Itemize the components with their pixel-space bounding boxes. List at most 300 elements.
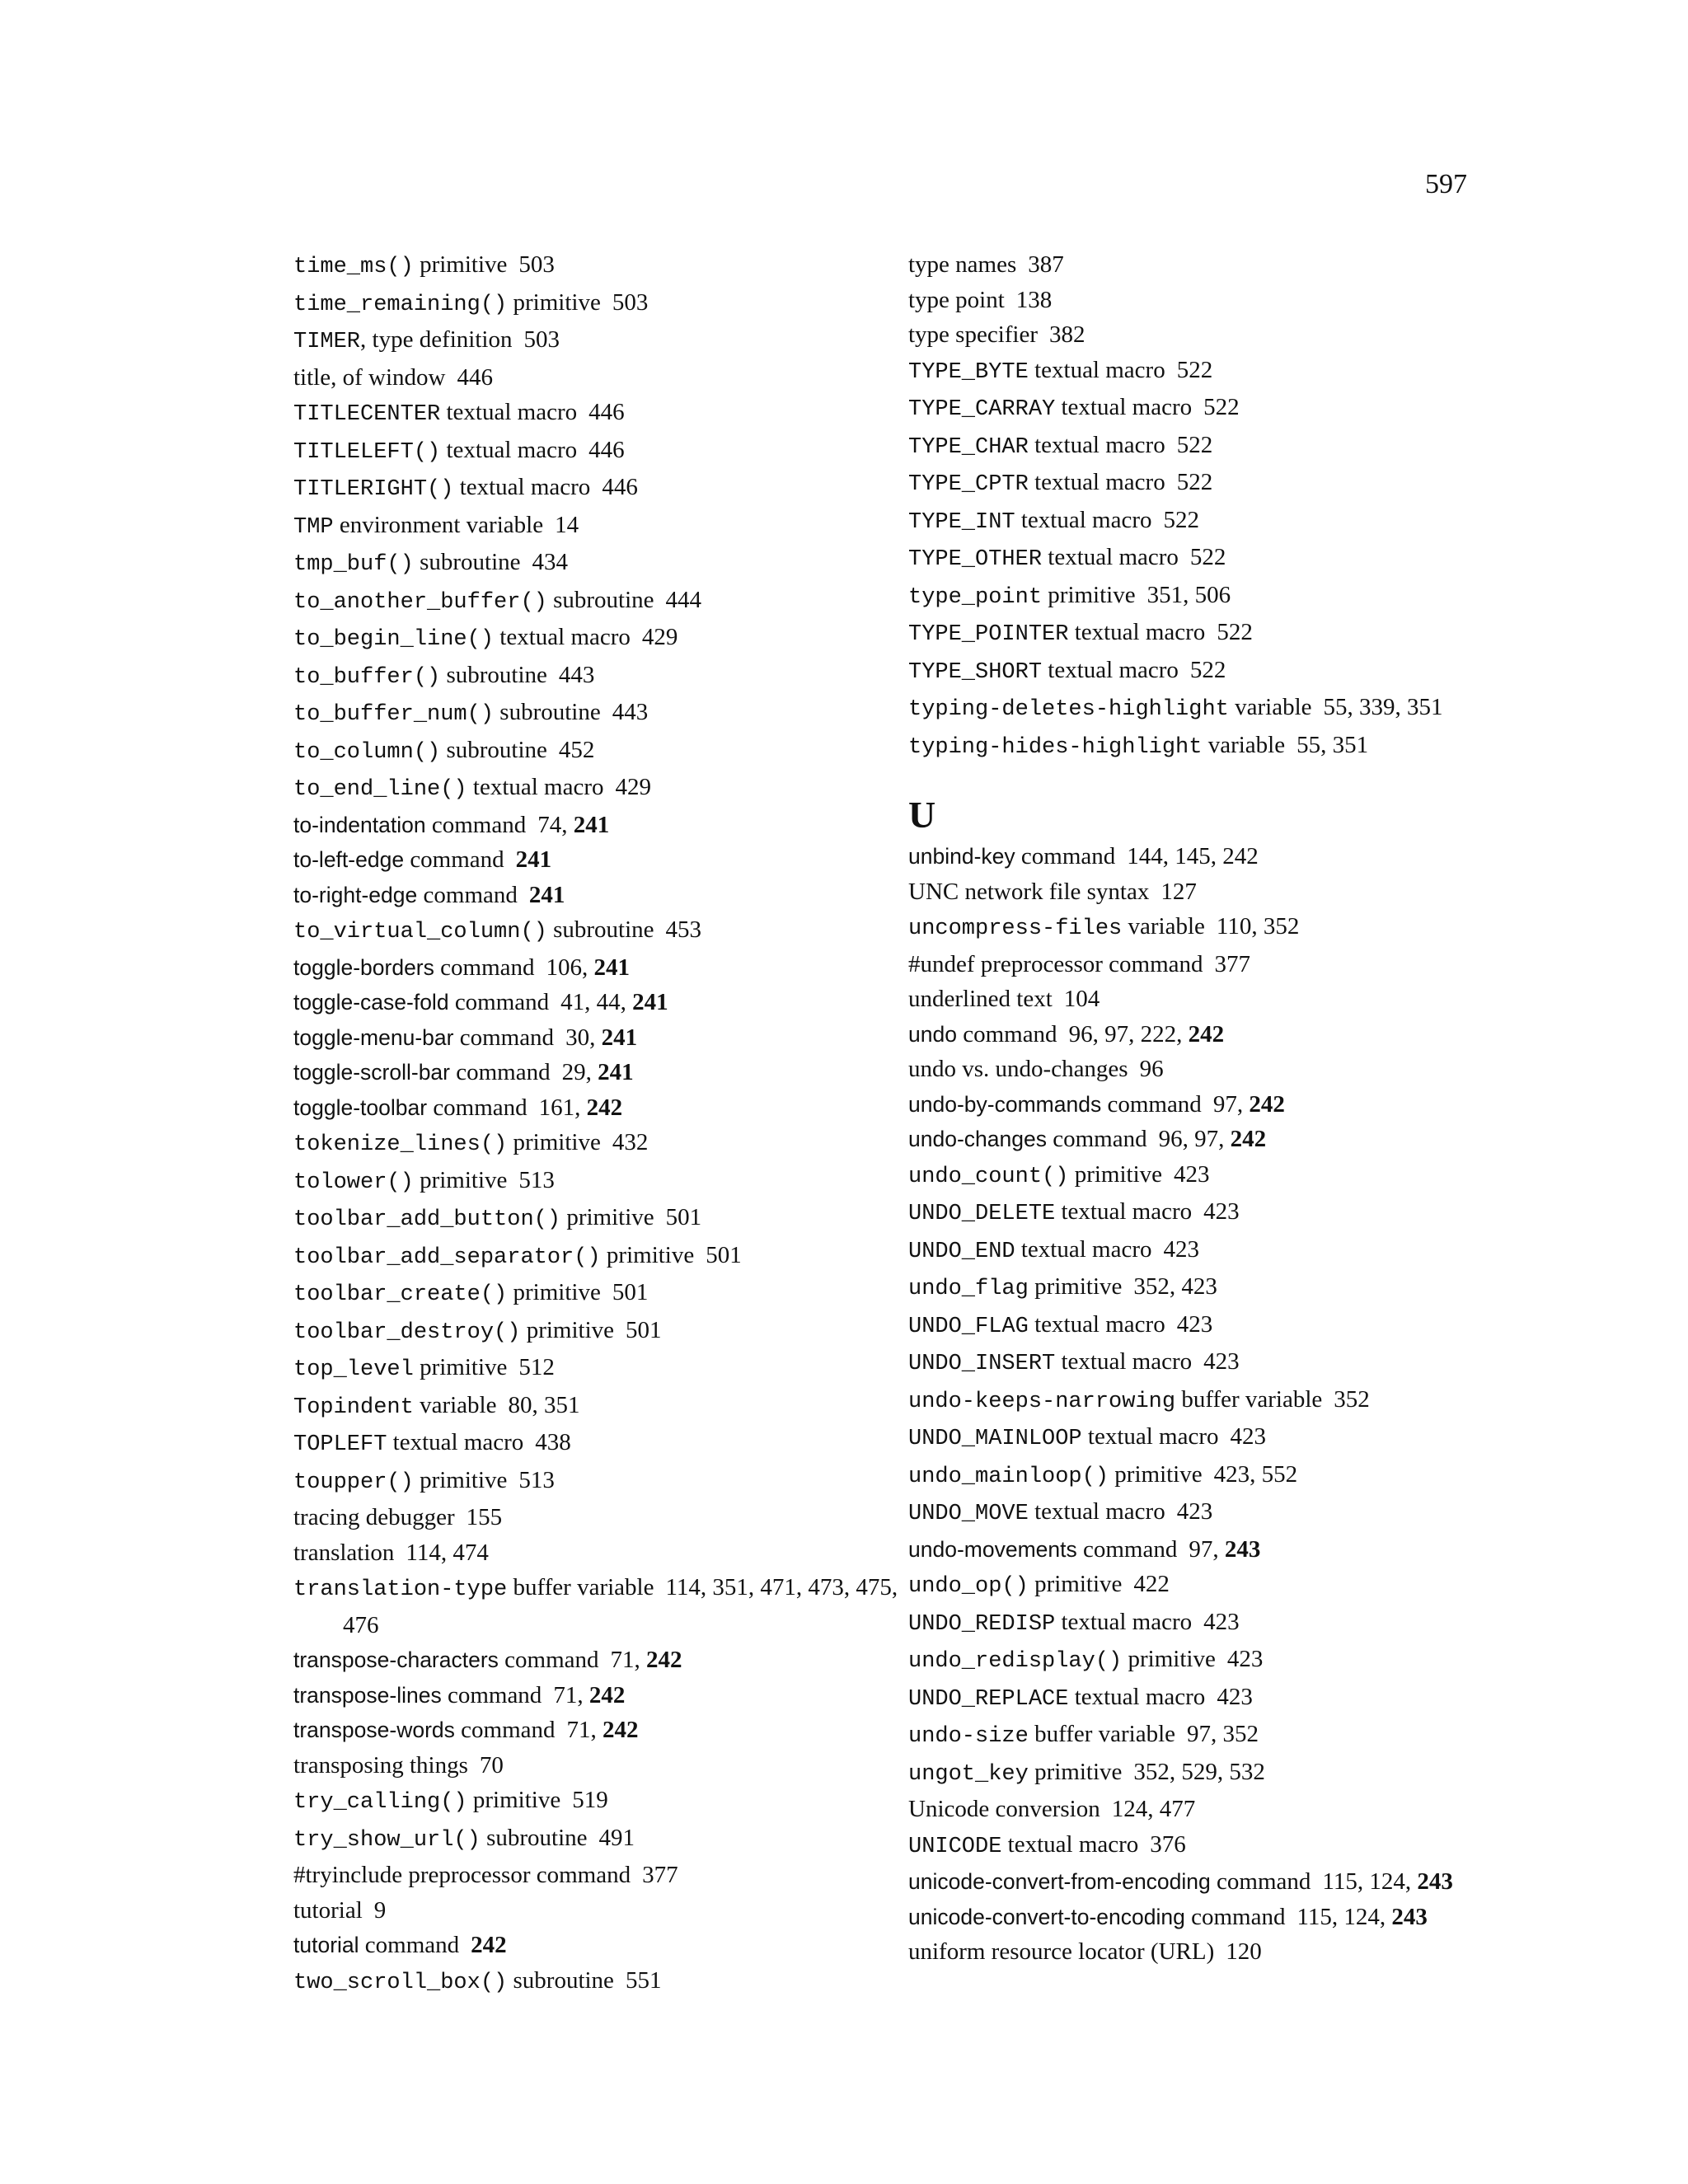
- page-ref: 352, 423: [1133, 1273, 1217, 1300]
- index-page-refs: [1217, 913, 1299, 940]
- index-term-description: textual macro: [1020, 506, 1152, 533]
- page-ref-primary: 243: [1391, 1903, 1428, 1930]
- index-term: TITLECENTER: [293, 402, 441, 427]
- index-entry: [908, 1680, 1518, 1718]
- index-entry: [908, 317, 1518, 353]
- page-ref: 522: [1203, 394, 1240, 420]
- index-entry: [908, 947, 1518, 982]
- index-page-refs: [1064, 986, 1100, 1012]
- index-term-description: buffer variable: [1181, 1385, 1323, 1413]
- page-ref: 71,: [610, 1647, 640, 1673]
- page-ref: 519: [572, 1787, 608, 1813]
- index-term: time_ms(): [293, 255, 414, 279]
- index-term-description: variable: [1207, 731, 1286, 758]
- index-entry: [293, 878, 903, 913]
- index-entry: [293, 470, 903, 508]
- page-ref: 444: [665, 586, 702, 613]
- index-entry: [293, 247, 903, 285]
- index-entry: [293, 1020, 903, 1056]
- index-term: UNDO_REPLACE: [908, 1686, 1069, 1712]
- page-ref: 351, 506: [1146, 581, 1231, 608]
- index-term: to_virtual_column(): [293, 920, 547, 944]
- page-ref: 503: [523, 326, 560, 353]
- page-ref: 106,: [546, 954, 588, 981]
- index-entry: [293, 285, 903, 323]
- index-term: undo-keeps-narrowing: [908, 1389, 1176, 1414]
- index-term: undo_count(): [908, 1164, 1069, 1189]
- index-page-refs: [1214, 1461, 1298, 1488]
- index-term-description: command: [504, 1647, 599, 1673]
- index-entry: [293, 1535, 903, 1571]
- index-term: undo-by-commands: [908, 1091, 1102, 1117]
- index-term-description: textual macro: [459, 474, 591, 500]
- index-term: TYPE_BYTE: [908, 359, 1029, 385]
- index-term-description: primitive: [566, 1204, 654, 1230]
- page-ref: 97, 352: [1187, 1721, 1259, 1747]
- index-page-refs: [612, 1129, 649, 1155]
- index-page-refs: [1213, 1091, 1285, 1118]
- index-term: to-indentation: [293, 812, 426, 837]
- index-term-description: command: [454, 989, 550, 1015]
- index-entry: [908, 1934, 1518, 1970]
- index-entry: [293, 1821, 903, 1858]
- index-page-refs: [666, 587, 702, 613]
- index-page-refs: [626, 1317, 662, 1343]
- index-term: typing-deletes-highlight: [908, 697, 1229, 722]
- index-term-description: subroutine: [499, 699, 601, 725]
- index-page-refs: [518, 251, 555, 278]
- index-term: top_level: [293, 1357, 414, 1382]
- index-entry: [293, 808, 903, 843]
- index-entry: [908, 578, 1518, 616]
- index-entry: [908, 1755, 1518, 1793]
- index-entry: [293, 545, 903, 583]
- page-ref: 423: [1174, 1160, 1210, 1188]
- index-page-refs: [599, 1825, 635, 1851]
- index-term-description: primitive: [472, 1787, 561, 1813]
- index-page-refs: [508, 1392, 579, 1418]
- page-ref: 438: [535, 1429, 571, 1455]
- index-entry: [908, 1864, 1518, 1900]
- index-term: uniform resource locator (URL): [908, 1938, 1215, 1965]
- index-term-description: subroutine: [420, 549, 521, 575]
- index-term-description: primitive: [1034, 1571, 1123, 1597]
- page-ref: 423: [1203, 1608, 1240, 1635]
- index-term: toggle-menu-bar: [293, 1024, 454, 1050]
- index-term: tutorial: [293, 1896, 363, 1924]
- index-entry: [293, 360, 903, 396]
- index-term-description: command: [431, 811, 527, 838]
- page-ref: 80, 351: [508, 1391, 580, 1418]
- index-term-description: command: [410, 846, 504, 873]
- index-page-refs: [1147, 582, 1231, 608]
- page-ref: 423: [1226, 1646, 1264, 1672]
- index-entry: [293, 842, 903, 878]
- index-entry: [293, 912, 903, 950]
- index-entry: [293, 1313, 903, 1351]
- index-entry: [908, 728, 1518, 766]
- index-page-refs: [1159, 1126, 1267, 1152]
- index-entry: [908, 909, 1518, 947]
- index-term: transpose-lines: [293, 1682, 442, 1708]
- index-term-description: textual macro: [1061, 1198, 1193, 1225]
- index-term: unicode-convert-to-encoding: [908, 1904, 1185, 1929]
- page-ref: 501: [626, 1316, 662, 1343]
- page-ref: 446: [457, 363, 493, 391]
- index-term-description: command: [1107, 1090, 1202, 1118]
- index-entry: [908, 503, 1518, 541]
- page-ref: 422: [1133, 1571, 1170, 1597]
- index-term: transpose-words: [293, 1718, 455, 1742]
- index-term: toolbar_add_button(): [293, 1207, 561, 1232]
- index-page-refs: [1190, 657, 1226, 683]
- page-ref: 423: [1230, 1423, 1267, 1450]
- index-term-description: subroutine: [553, 916, 654, 943]
- index-page-refs: [467, 1504, 503, 1530]
- index-term-description: variable: [1128, 913, 1205, 940]
- index-page-refs: [555, 512, 579, 538]
- page-ref: 96, 97,: [1158, 1126, 1225, 1152]
- index-entry: [293, 433, 903, 471]
- index-term-description: textual macro: [1048, 656, 1179, 683]
- page-ref: 501: [612, 1279, 649, 1305]
- index-term: to_begin_line(): [293, 627, 495, 652]
- index-entry: [293, 695, 903, 733]
- index-page-refs: [626, 1967, 662, 1994]
- index-page-refs: [560, 989, 668, 1015]
- index-list-left: [293, 247, 903, 2000]
- index-page-refs: [612, 699, 649, 725]
- page-ref: 14: [555, 511, 579, 538]
- index-term: Topindent: [293, 1394, 414, 1420]
- index-entry: [293, 1275, 903, 1313]
- index-term-description: command: [1053, 1126, 1147, 1152]
- page-ref: 513: [518, 1466, 555, 1493]
- index-page-refs: [642, 1862, 678, 1888]
- index-entry: [293, 770, 903, 808]
- index-term-description: primitive: [1128, 1646, 1216, 1672]
- index-page-refs: [666, 916, 702, 943]
- index-term-description: subroutine: [553, 586, 654, 613]
- index-term: to_another_buffer(): [293, 589, 547, 615]
- page-ref: 387: [1028, 251, 1064, 278]
- index-term: tokenize_lines(): [293, 1132, 508, 1157]
- index-entry: [908, 1605, 1518, 1643]
- page-ref-primary: 241: [598, 1059, 634, 1085]
- page-ref: 423: [1203, 1348, 1240, 1375]
- index-term-description: textual macro: [1061, 1348, 1193, 1375]
- index-term: Unicode conversion: [908, 1796, 1100, 1822]
- page-ref: 453: [665, 916, 702, 943]
- index-page-refs: [588, 437, 625, 463]
- index-term-description: command: [1020, 843, 1116, 869]
- index-page-refs: [565, 1024, 637, 1051]
- index-term: TYPE_INT: [908, 509, 1015, 535]
- index-term: UNDO_DELETE: [908, 1202, 1056, 1226]
- index-entry: [908, 247, 1518, 283]
- index-term: type_point: [908, 584, 1043, 610]
- index-term: undo_redisplay(): [908, 1649, 1123, 1674]
- index-page-refs: [1226, 1938, 1262, 1965]
- index-term-description: command: [364, 1932, 460, 1958]
- index-page-refs: [1133, 1273, 1217, 1300]
- index-entry: [908, 1232, 1518, 1270]
- index-page-refs: [1217, 1684, 1253, 1710]
- page-ref-primary: 242: [646, 1647, 682, 1673]
- index-term-description: primitive: [420, 1466, 508, 1493]
- index-term-description: textual macro: [1007, 1830, 1139, 1858]
- index-term-description: environment variable: [339, 511, 544, 538]
- page-ref: 423: [1203, 1198, 1240, 1225]
- index-term: tracing debugger: [293, 1504, 455, 1530]
- index-term-description: variable: [420, 1391, 497, 1418]
- page-ref: 120: [1226, 1938, 1262, 1965]
- page-ref: 432: [612, 1129, 649, 1155]
- index-term: typing-hides-highlight: [908, 734, 1203, 760]
- index-page-refs: [1016, 287, 1053, 313]
- index-term-description: primitive: [1034, 1758, 1123, 1785]
- page-ref: 115, 124,: [1296, 1903, 1386, 1930]
- index-entry: [908, 1122, 1518, 1157]
- index-term-description: subroutine: [513, 1966, 614, 1994]
- index-term: to_buffer_num(): [293, 702, 495, 727]
- page-ref: 423: [1176, 1498, 1213, 1525]
- index-term: toggle-borders: [293, 954, 434, 980]
- index-term: unicode-convert-from-encoding: [908, 1869, 1211, 1894]
- page-ref: 352, 529, 532: [1133, 1758, 1265, 1785]
- index-entry: [908, 1017, 1518, 1052]
- index-term: translation-type: [293, 1577, 508, 1602]
- index-entry: [293, 1928, 903, 1963]
- page-ref-primary: 241: [528, 881, 565, 908]
- index-entry: [908, 1900, 1518, 1935]
- index-entry: [908, 690, 1518, 728]
- index-entry: [293, 1090, 903, 1126]
- index-entry: [908, 1157, 1518, 1195]
- index-term: to_buffer(): [293, 664, 441, 690]
- index-entry: [293, 1350, 903, 1388]
- index-page-refs: [1177, 1311, 1213, 1338]
- page-ref: 446: [588, 399, 625, 425]
- page-ref: 423: [1163, 1235, 1199, 1263]
- page-ref: 423: [1176, 1310, 1213, 1338]
- index-page-refs: [1150, 1831, 1186, 1858]
- page-ref-primary: 242: [586, 1094, 623, 1121]
- page-ref: 429: [641, 624, 678, 650]
- index-entry: [908, 1344, 1518, 1382]
- index-term: tolower(): [293, 1169, 414, 1195]
- index-column-right: [908, 247, 1518, 1970]
- index-term: #undef preprocessor command: [908, 950, 1203, 977]
- page-ref: 446: [588, 436, 625, 463]
- page-ref-primary: 242: [1188, 1020, 1225, 1047]
- page-ref: 55, 339, 351: [1323, 694, 1443, 720]
- index-term-description: command: [433, 1094, 528, 1121]
- index-entry: [908, 839, 1518, 874]
- page-ref: 443: [558, 661, 595, 688]
- index-page-refs: [1296, 732, 1368, 758]
- index-entry: [908, 1307, 1518, 1345]
- index-term: undo-changes: [908, 1127, 1047, 1151]
- index-term: toolbar_add_separator(): [293, 1244, 601, 1270]
- index-page-refs: [1174, 1161, 1210, 1188]
- index-page-refs: [1164, 507, 1200, 533]
- index-term-description: textual macro: [1061, 394, 1193, 420]
- index-term: tutorial: [293, 1933, 359, 1957]
- page-ref: 429: [615, 774, 652, 800]
- index-term: transpose-characters: [293, 1647, 499, 1672]
- page-ref: 9: [373, 1896, 387, 1924]
- page-ref: 97,: [1189, 1535, 1219, 1563]
- index-page-refs: [1127, 843, 1259, 869]
- index-entry: [293, 1055, 903, 1090]
- index-term: undo: [908, 1021, 957, 1047]
- index-entry: [293, 322, 903, 360]
- index-term-description: primitive: [1048, 581, 1136, 608]
- index-term-description: textual macro: [1048, 544, 1179, 570]
- index-entry: [908, 874, 1518, 910]
- index-term-description: command: [440, 954, 535, 981]
- page-ref: 30,: [565, 1024, 596, 1051]
- index-entry: [293, 1713, 903, 1748]
- index-entry: [908, 1087, 1518, 1122]
- index-page-refs: [1028, 251, 1064, 278]
- page-ref: 513: [518, 1166, 555, 1193]
- index-entry: [908, 1419, 1518, 1457]
- index-term-description: primitive: [420, 1166, 508, 1193]
- page-ref: 155: [466, 1504, 503, 1530]
- index-entry: [293, 1500, 903, 1535]
- index-term: toggle-scroll-bar: [293, 1060, 450, 1085]
- index-entry: [293, 1570, 903, 1643]
- index-page-refs: [457, 364, 493, 391]
- index-list-right-t: [908, 247, 1518, 765]
- index-entry: [908, 653, 1518, 691]
- page-ref: 443: [612, 699, 649, 725]
- index-page-refs: [471, 1932, 507, 1958]
- index-term-description: primitive: [1114, 1460, 1203, 1488]
- index-page-refs: [518, 1354, 555, 1380]
- page-ref: 522: [1217, 619, 1253, 645]
- index-page-refs: [1164, 1236, 1200, 1263]
- index-term: UNDO_FLAG: [908, 1314, 1029, 1339]
- index-entry: [293, 1425, 903, 1463]
- index-page-refs: [516, 846, 552, 873]
- index-term: to-left-edge: [293, 847, 405, 872]
- index-term: time_remaining(): [293, 292, 508, 317]
- index-page-refs: [562, 1059, 634, 1085]
- page-ref: 55, 351: [1296, 731, 1369, 758]
- index-term: undo-movements: [908, 1536, 1077, 1562]
- index-page-refs: [1190, 544, 1226, 570]
- index-page-refs: [406, 1540, 488, 1566]
- index-term-description: primitive: [1074, 1160, 1163, 1188]
- index-page-refs: [553, 1682, 625, 1708]
- page-ref: 138: [1015, 286, 1053, 313]
- index-term-description: textual macro: [1034, 469, 1165, 495]
- index-term-description: command: [447, 1681, 542, 1708]
- page-ref: 29,: [561, 1059, 592, 1085]
- index-page-refs: [706, 1242, 742, 1268]
- index-entry: [908, 1494, 1518, 1532]
- index-term: type specifier: [908, 321, 1039, 348]
- index-term-description: primitive: [606, 1241, 695, 1268]
- index-term: UNICODE: [908, 1834, 1002, 1859]
- page-ref: 503: [612, 288, 649, 316]
- index-entry: [908, 1567, 1518, 1605]
- index-entry: [293, 733, 903, 771]
- index-page-refs: [1217, 619, 1253, 645]
- index-term: TYPE_CARRAY: [908, 397, 1056, 422]
- index-page-refs: [1203, 1348, 1240, 1375]
- index-page-refs: [1177, 1498, 1213, 1525]
- index-term: try_calling(): [293, 1790, 467, 1815]
- index-entry: [293, 1163, 903, 1201]
- index-term: underlined text: [908, 986, 1053, 1012]
- page-ref: 522: [1176, 469, 1213, 495]
- page-ref: 423: [1217, 1683, 1253, 1710]
- index-term: undo_mainloop(): [908, 1464, 1109, 1489]
- index-term-description: subroutine: [446, 661, 547, 688]
- index-term: unbind-key: [908, 844, 1015, 869]
- section-heading-u: U: [908, 794, 936, 836]
- index-term-description: textual macro: [392, 1429, 524, 1455]
- index-term-description: primitive: [513, 1279, 601, 1305]
- index-term: TYPE_POINTER: [908, 622, 1069, 647]
- index-term: #tryinclude preprocessor command: [293, 1862, 631, 1888]
- page-ref: 74,: [537, 811, 568, 838]
- index-term: toupper(): [293, 1469, 414, 1495]
- index-term-description: textual macro: [1074, 1683, 1206, 1710]
- index-term-description: command: [456, 1059, 551, 1085]
- index-entry: [908, 615, 1518, 653]
- index-page-refs: [616, 774, 652, 800]
- index-page-refs: [588, 399, 625, 425]
- index-term-description: textual macro: [1034, 356, 1165, 383]
- index-term-description: command: [1083, 1535, 1178, 1563]
- page-ref: 512: [518, 1354, 555, 1380]
- index-term: try_show_url(): [293, 1827, 481, 1853]
- page-ref-primary: 242: [1249, 1090, 1285, 1118]
- index-term: to-right-edge: [293, 882, 418, 907]
- index-entry: [293, 1643, 903, 1678]
- page-ref-primary: 242: [603, 1717, 639, 1743]
- index-term-description: command: [423, 881, 518, 908]
- index-entry: [908, 1457, 1518, 1495]
- page-ref: 382: [1049, 321, 1085, 348]
- page-ref: 522: [1189, 656, 1226, 683]
- page-ref: 522: [1189, 544, 1226, 570]
- index-term: UNDO_INSERT: [908, 1352, 1056, 1376]
- index-term: two_scroll_box(): [293, 1970, 508, 1995]
- index-page-refs: [602, 474, 638, 500]
- page-ref: 501: [706, 1241, 742, 1268]
- page-ref: 423, 552: [1213, 1460, 1298, 1488]
- index-entry: [908, 1532, 1518, 1568]
- page-ref: 434: [532, 549, 569, 575]
- index-page-refs: [1160, 879, 1197, 905]
- index-page-refs: [559, 662, 595, 688]
- index-entry: [908, 1269, 1518, 1307]
- index-term-description: textual macro: [1020, 1235, 1152, 1263]
- index-page-refs: [1296, 1904, 1427, 1930]
- page-ref: 114, 474: [406, 1539, 489, 1566]
- index-term: TITLERIGHT(): [293, 477, 454, 502]
- index-term: TIMER: [293, 330, 361, 354]
- page-ref: 96: [1139, 1056, 1164, 1082]
- index-entry: [908, 390, 1518, 428]
- index-entry: [293, 620, 903, 658]
